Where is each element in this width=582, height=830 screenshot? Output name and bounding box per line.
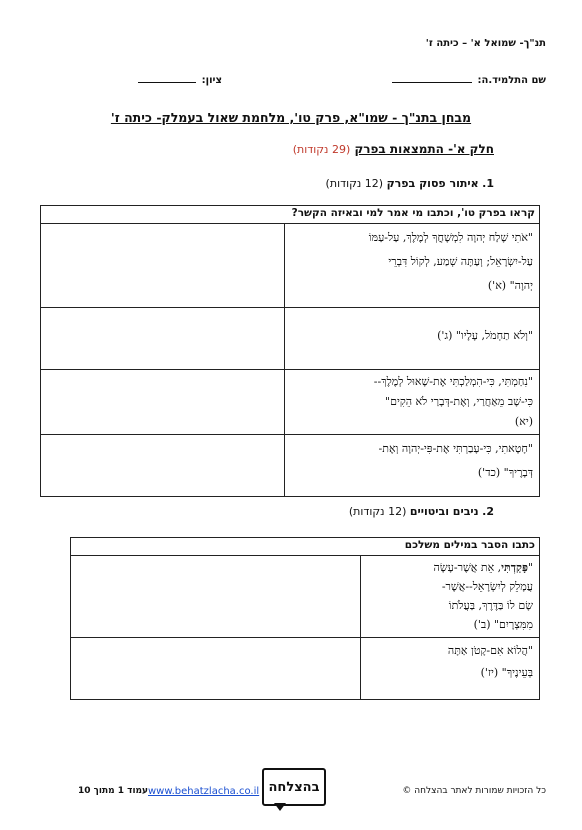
verse-cell [285, 224, 540, 308]
verse-line: מִמִּצְרָיִם" (ב') [473, 618, 533, 631]
table-row [41, 308, 540, 370]
student-fields [36, 72, 546, 88]
question-1-number: 1. [482, 177, 494, 190]
verse-cell [285, 435, 540, 497]
footer-page-number: עמוד 1 מתוך 10 [78, 786, 149, 796]
question-2-number: 2. [482, 505, 494, 518]
verse-line: יְהוָה" (א') [487, 279, 533, 292]
question-1-title [326, 177, 494, 190]
table-row [41, 224, 540, 308]
verse-line: "נִחַמְתִּי, כִּי-הִמְלַכְתִּי אֶת-שָׁאוּל לְמֶלֶךְ-- [373, 375, 533, 388]
grade-field[interactable] [138, 72, 222, 86]
footer-website-link[interactable]: www.behatzlacha.co.il [148, 786, 260, 797]
answer-cell[interactable] [41, 308, 285, 370]
question-2-table-header: כתבו הסבר במילים משלכם [71, 538, 540, 556]
verse-cell [361, 556, 540, 638]
highlighted-word: פָּקַדְתִּי [501, 561, 528, 574]
table-header-row [71, 538, 540, 556]
table-row [41, 370, 540, 435]
table-row [41, 435, 540, 497]
question-1-table-header: קראו בפרק טו', וכתבו מי אמר למי ובאיזה הקשר? [41, 206, 540, 224]
answer-cell[interactable] [41, 224, 285, 308]
verse-line: "חָטָאתִי, כִּי-עָבַרְתִּי אֶת-פִּי-יְהוָה וְאֶת- [378, 442, 533, 455]
question-2-table [70, 537, 540, 700]
logo-text: בהצלחה [262, 768, 326, 806]
verse-line: "וְלֹא תַחְמֹל, עָלָיו" (ג') [437, 329, 533, 342]
verse-line: "הֲלוֹא אִם-קָטֹן אַתָּה [447, 644, 533, 657]
table-row [71, 638, 540, 700]
student-name-field[interactable] [392, 72, 546, 86]
question-1-points: (12 נקודות) [325, 177, 384, 190]
table-header-row [41, 206, 540, 224]
student-name-blank[interactable] [392, 72, 472, 83]
verse-cell [285, 308, 540, 370]
logo-speech-tail-icon [274, 803, 286, 811]
answer-cell[interactable] [41, 435, 285, 497]
answer-cell[interactable] [71, 638, 361, 700]
question-1-name: איתור פסוק בפרק [386, 177, 479, 190]
part-a-title-text: חלק א'- התמצאות בפרק [354, 142, 494, 156]
footer-copyright: כל הזכויות שמורות לאתר בהצלחה © [402, 786, 546, 796]
verse-line: דְּבָרֶיךָ" (כד') [477, 466, 533, 479]
behatzlacha-logo [262, 768, 324, 812]
question-2-title [349, 505, 494, 518]
verse-cell [361, 638, 540, 700]
verse-line: בְּעֵינֶיךָ" (יז') [480, 666, 533, 679]
verse-line: עֲמָלֵק לְיִשְׂרָאֵל--אֲשֶׁר- [441, 580, 533, 593]
verse-line: "פָּקַדְתִּי, אֵת אֲשֶׁר-עָשָׂה [433, 561, 533, 574]
student-name-label: שם התלמיד.ה: [477, 75, 546, 86]
verse-line: (יא) [514, 415, 533, 428]
exam-title: מבחן בתנ"ך - שמו"א, פרק טו', מלחמת שאול בעמלק- כיתה ז' [110, 110, 472, 125]
question-2-points: (12 נקודות) [348, 505, 407, 518]
verse-line: עַל-יִשְׂרָאֵל; וְעַתָּה שְׁמַע, לְקוֹל דִּבְרֵי [388, 255, 533, 268]
verse-line: שָׂם לוֹ בַּדֶּרֶךְ, בַּעֲלֹתוֹ [448, 599, 533, 612]
verse-line: "אֹתִי שָׁלַח יְהוָה לִמְשָׁחֳךָ לְמֶלֶךְ, עַל-עַמּוֹ [368, 231, 533, 244]
grade-label: ציון: [201, 75, 222, 86]
part-a-title [293, 142, 494, 156]
document-header: תנ"ך- שמואל א' – כיתה ז' [425, 38, 546, 49]
question-1-table [40, 205, 540, 497]
verse-line: כִּי-שָׁב מֵאַחֲרַי, וְאֶת-דְּבָרַי לֹא הֵקִים" [385, 395, 533, 408]
table-row [71, 556, 540, 638]
question-2-name: ניבים וביטויים [409, 505, 479, 518]
verse-cell [285, 370, 540, 435]
part-a-points: (29 נקודות) [292, 143, 351, 156]
grade-blank[interactable] [138, 72, 196, 83]
verse-fragment: , אֵת אֲשֶׁר-עָשָׂה [433, 561, 502, 574]
answer-cell[interactable] [41, 370, 285, 435]
answer-cell[interactable] [71, 556, 361, 638]
